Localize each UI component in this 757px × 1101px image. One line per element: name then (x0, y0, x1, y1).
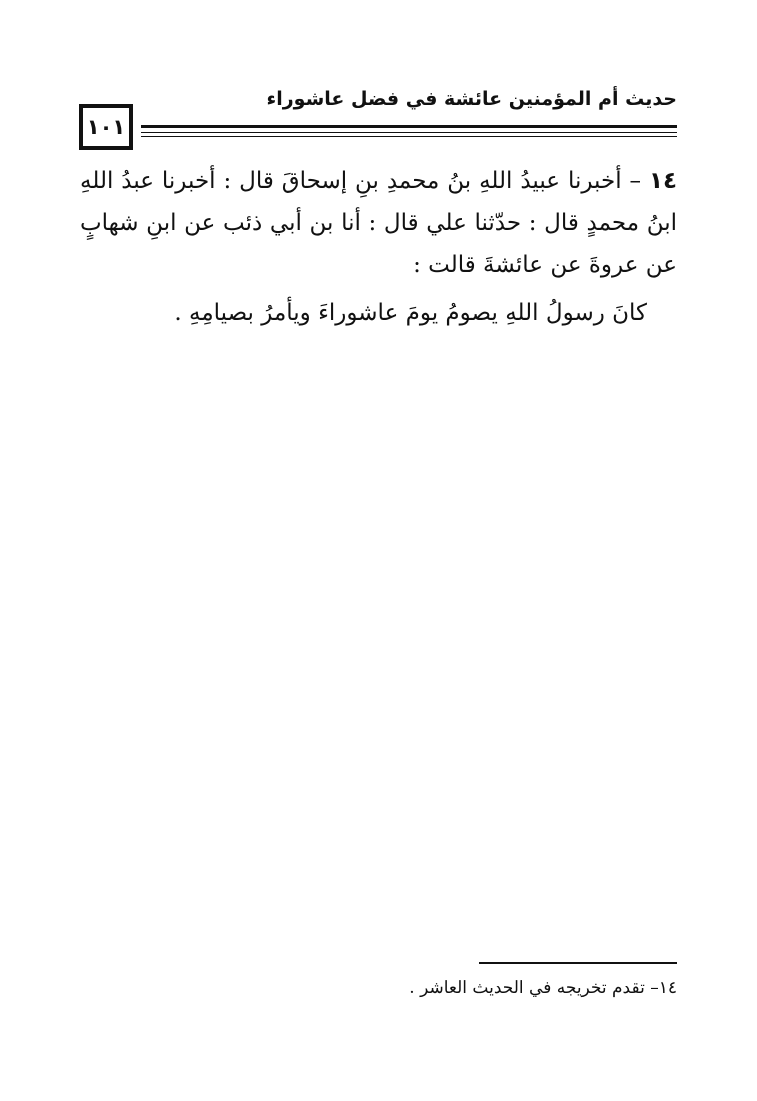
footnote-divider (479, 962, 677, 964)
hadith-isnad: أخبرنا عبيدُ اللهِ بنُ محمدِ بنِ إسحاقَ قال : أخبرنا عبدُ اللهِ ابنُ محمدٍ قال : حدّثنا علي قال : أنا بن أبي ذئب عن ابنِ شهابٍ عن عروةَ عن عائشةَ قالت : (80, 168, 677, 278)
header-rule-thick (141, 125, 677, 128)
header-rule-thin-lower (141, 136, 677, 137)
hadith-matn: كانَ رسولُ اللهِ يصومُ يومَ عاشوراءَ ويأمرُ بصيامِهِ . (174, 300, 647, 326)
footnote-text: ١٤– تقدم تخريجه في الحديث العاشر . (409, 978, 677, 998)
hadith-separator: – (629, 168, 642, 194)
page-number: ١٠١ (79, 104, 133, 150)
hadith-number: ١٤ (648, 168, 678, 194)
header-rule-thin (141, 132, 677, 133)
hadith-isnad-paragraph (80, 160, 677, 286)
running-header-title: حديث أم المؤمنين عائشة في فضل عاشوراء (266, 88, 677, 110)
